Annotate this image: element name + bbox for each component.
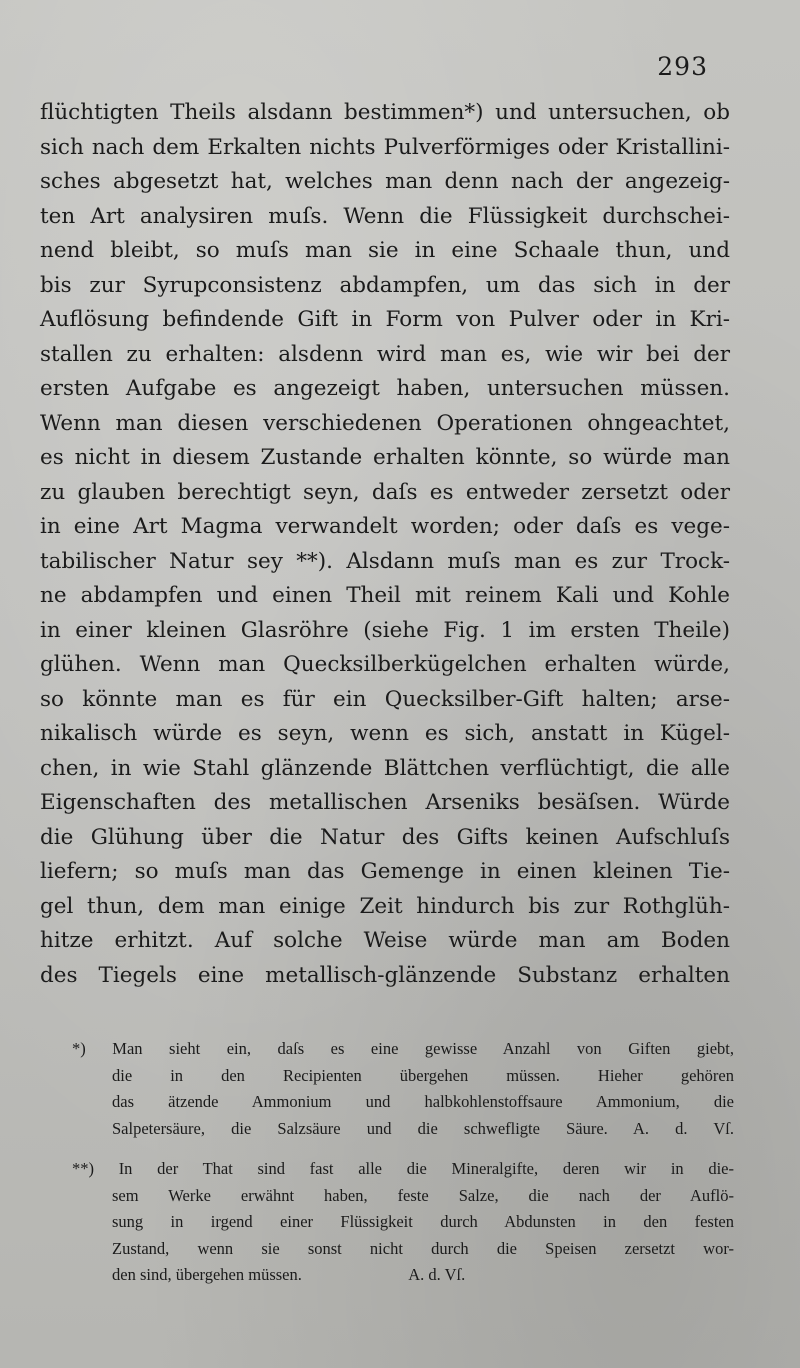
body-line: ne abdampfen und einen Theil mit reinem Kali und Kohle bbox=[40, 583, 730, 608]
page-number: 293 bbox=[657, 52, 708, 81]
footnotes bbox=[72, 1036, 734, 1303]
footnote-text: Man sieht ein, daſs es eine gewisse Anzahl von Giften giebt, bbox=[112, 1039, 734, 1058]
footnote-marker: **) bbox=[72, 1159, 94, 1178]
footnote-marker: *) bbox=[72, 1039, 86, 1058]
body-line: bis zur Syrupconsistenz abdampfen, um das sich in der bbox=[40, 272, 730, 298]
body-line: Eigenschaften des metallischen Arseniks besäſsen. Würde bbox=[40, 790, 730, 815]
body-line: in einer kleinen Glasröhre (siehe Fig. 1 im ersten Theile) bbox=[40, 617, 730, 643]
body-text bbox=[40, 96, 730, 993]
footnote-1 bbox=[72, 1036, 734, 1142]
body-line: Wenn man diesen verschiedenen Operationen ohngeachtet, bbox=[40, 410, 730, 436]
body-line: nikalisch würde es seyn, wenn es sich, anstatt in Kügel- bbox=[40, 721, 730, 746]
footnote-line: den sind, übergehen müssen. A. d. Vſ. bbox=[112, 1265, 466, 1284]
footnote-2 bbox=[72, 1156, 734, 1289]
body-line: glühen. Wenn man Quecksilberkügelchen erhalten würde, bbox=[40, 652, 730, 677]
body-line: gel thun, dem man einige Zeit hindurch bis zur Rothglüh- bbox=[40, 893, 730, 919]
body-line: stallen zu erhalten: alsdenn wird man es, wie wir bei der bbox=[40, 341, 730, 367]
body-line: tabilischer Natur sey **). Alsdann muſs man es zur Trock- bbox=[40, 548, 730, 574]
body-line: des Tiegels eine metallisch-glänzende Substanz erhalten bbox=[40, 962, 730, 988]
body-line: liefern; so muſs man das Gemenge in einen kleinen Tie- bbox=[40, 859, 730, 884]
body-line: in eine Art Magma verwandelt worden; oder daſs es vege- bbox=[40, 514, 730, 539]
footnote-line bbox=[72, 1036, 734, 1063]
footnote-line: das ätzende Ammonium und halbkohlenstoffsaure Ammonium, die bbox=[112, 1092, 734, 1111]
footnote-text: In der That sind fast alle die Mineralgifte, deren wir in die- bbox=[118, 1159, 734, 1178]
body-line: nend bleibt, so muſs man sie in eine Schaale thun, und bbox=[40, 238, 730, 263]
body-line: ersten Aufgabe es angezeigt haben, untersuchen müssen. bbox=[40, 376, 730, 401]
body-line: ten Art analysiren muſs. Wenn die Flüssigkeit durchschei- bbox=[40, 203, 730, 229]
body-line: hitze erhitzt. Auf solche Weise würde man am Boden bbox=[40, 928, 730, 953]
footnote-line: die in den Recipienten übergehen müssen. Hieher gehören bbox=[112, 1065, 734, 1085]
body-line: sches abgesetzt hat, welches man denn nach der angezeig- bbox=[40, 169, 730, 194]
body-line: Auflösung befindende Gift in Form von Pulver oder in Kri- bbox=[40, 307, 730, 332]
footnote-line: Zustand, wenn sie sonst nicht durch die Speisen zersetzt wor- bbox=[112, 1238, 734, 1258]
body-line: flüchtigten Theils alsdann bestimmen*) und untersuchen, ob bbox=[40, 100, 730, 125]
body-line: die Glühung über die Natur des Gifts keinen Aufschluſs bbox=[40, 824, 730, 850]
body-line: es nicht in diesem Zustande erhalten könnte, so würde man bbox=[40, 445, 730, 470]
body-line: so könnte man es für ein Quecksilber-Gift halten; arse- bbox=[40, 686, 730, 712]
body-line: sich nach dem Erkalten nichts Pulverförmiges oder Kristallini- bbox=[40, 134, 730, 160]
body-line: zu glauben berechtigt seyn, daſs es entweder zersetzt oder bbox=[40, 479, 730, 505]
footnote-line: Salpetersäure, die Salzsäure und die schwefligte Säure. A. d. Vſ. bbox=[112, 1118, 734, 1138]
footnote-line: sem Werke erwähnt haben, feste Salze, die nach der Auflö- bbox=[112, 1185, 734, 1205]
body-line: chen, in wie Stahl glänzende Blättchen verflüchtigt, die alle bbox=[40, 755, 730, 781]
footnote-line: sung in irgend einer Flüssigkeit durch Abdunsten in den festen bbox=[112, 1212, 734, 1231]
footnote-line bbox=[72, 1156, 734, 1183]
